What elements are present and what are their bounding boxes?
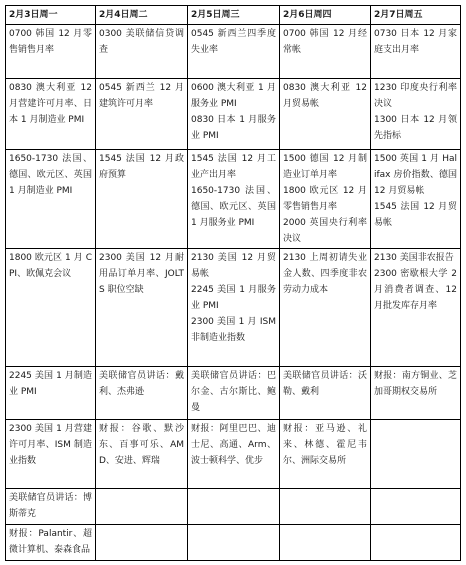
day-header-wed: 2月5日周三	[188, 6, 280, 25]
event-entry: 0300 美联储信贷调查	[99, 29, 184, 55]
calendar-row	[6, 150, 461, 249]
calendar-row	[6, 489, 461, 525]
calendar-row	[6, 249, 461, 367]
event-entry: 2300 美国 1 月 ISM 非制造业指数	[191, 317, 276, 343]
event-entry: 1230 印度央行利率决议	[374, 83, 457, 109]
calendar-cell-fri	[371, 489, 461, 525]
day-header-tue: 2月4日周二	[96, 6, 188, 25]
calendar-cell-wed	[188, 150, 280, 249]
calendar-cell-tue	[96, 420, 188, 489]
calendar-cell-tue	[96, 367, 188, 420]
calendar-cell-mon	[6, 25, 96, 79]
event-entry: 2245 美国 1 月制造业 PMI	[9, 371, 92, 397]
event-entry: 1650-1730 法国、德国、欧元区、英国 1 月制造业 PMI	[9, 154, 92, 196]
event-entry: 财报：谷歌、默沙东、百事可乐、AMD、安进、辉瑞	[99, 424, 184, 466]
event-entry: 2130 上周初请失业金人数、四季度非农劳动力成本	[283, 253, 367, 295]
calendar-cell-wed	[188, 79, 280, 150]
event-entry: 2300 密歇根大学 2 月消费者调查、12 月批发库存月率	[374, 269, 457, 311]
calendar-cell-wed	[188, 489, 280, 525]
calendar-cell-wed	[188, 367, 280, 420]
event-entry: 1500 英国 1 月 Halifax 房价指数、德国 12 月贸易帐	[374, 154, 457, 196]
event-entry: 1800 欧元区 1 月 CPI、欧佩克会议	[9, 253, 92, 279]
event-entry: 1500 德国 12 月制造业订单月率	[283, 154, 367, 180]
calendar-cell-tue	[96, 489, 188, 525]
header-row	[6, 6, 461, 25]
event-entry: 0545 新西兰四季度失业率	[191, 29, 276, 55]
event-entry: 1545 法国 12 月政府预算	[99, 154, 184, 180]
calendar-container	[5, 5, 461, 561]
event-entry: 美联储官员讲话：戴利、杰弗逊	[99, 371, 184, 397]
calendar-cell-tue	[96, 249, 188, 367]
calendar-row	[6, 25, 461, 79]
event-entry: 0700 韩国 12 月零售销售月率	[9, 29, 92, 55]
calendar-cell-tue	[96, 525, 188, 561]
event-entry: 美联储官员讲话：博斯蒂克	[9, 493, 92, 519]
calendar-cell-wed	[188, 249, 280, 367]
event-entry: 美联储官员讲话：沃勒、戴利	[283, 371, 367, 397]
calendar-row	[6, 525, 461, 561]
calendar-cell-mon	[6, 525, 96, 561]
event-entry: 财报：阿里巴巴、迪士尼、高通、Arm、波士顿科学、优步	[191, 424, 276, 466]
calendar-cell-mon	[6, 489, 96, 525]
event-entry: 1650-1730 法国、德国、欧元区、英国 1 月服务业 PMI	[191, 186, 276, 228]
event-entry: 0600 澳大利亚 1 月服务业 PMI	[191, 83, 276, 109]
event-entry: 2245 美国 1 月服务业 PMI	[191, 285, 276, 311]
calendar-row	[6, 367, 461, 420]
calendar-cell-thu	[280, 249, 371, 367]
calendar-cell-fri	[371, 525, 461, 561]
calendar-cell-thu	[280, 150, 371, 249]
calendar-cell-mon	[6, 420, 96, 489]
calendar-body	[6, 25, 461, 561]
calendar-cell-fri	[371, 79, 461, 150]
event-entry: 1300 日本 12 月领先指标	[374, 115, 457, 141]
calendar-cell-thu	[280, 420, 371, 489]
event-entry: 0545 新西兰 12 月建筑许可月率	[99, 83, 184, 109]
event-entry: 财报：南方铜业、芝加哥期权交易所	[374, 371, 457, 397]
calendar-cell-fri	[371, 420, 461, 489]
calendar-row	[6, 79, 461, 150]
calendar-cell-mon	[6, 367, 96, 420]
event-entry: 财报：Palantir、超微计算机、泰森食品	[9, 529, 92, 555]
economic-calendar-table	[5, 5, 461, 561]
calendar-cell-fri	[371, 367, 461, 420]
calendar-cell-tue	[96, 79, 188, 150]
event-entry: 0700 韩国 12 月经常帐	[283, 29, 367, 55]
calendar-cell-thu	[280, 525, 371, 561]
day-header-thu: 2月6日周四	[280, 6, 371, 25]
calendar-cell-mon	[6, 249, 96, 367]
calendar-cell-mon	[6, 79, 96, 150]
day-header-fri: 2月7日周五	[371, 6, 461, 25]
event-entry: 0830 日本 1 月服务业 PMI	[191, 115, 276, 141]
calendar-cell-thu	[280, 25, 371, 79]
calendar-row	[6, 420, 461, 489]
calendar-cell-tue	[96, 25, 188, 79]
event-entry: 0830 澳大利亚 12 月营建许可月率、日本 1 月制造业 PMI	[9, 83, 92, 125]
event-entry: 2300 美国 1 月营建许可月率、ISM 制造业指数	[9, 424, 92, 466]
calendar-cell-mon	[6, 150, 96, 249]
calendar-cell-fri	[371, 249, 461, 367]
event-entry: 美联储官员讲话：巴尔金、古尔斯比、鲍曼	[191, 371, 276, 413]
day-header-mon: 2月3日周一	[6, 6, 96, 25]
event-entry: 1545 法国 12 月工业产出月率	[191, 154, 276, 180]
event-entry: 0830 澳大利亚 12 月贸易帐	[283, 83, 367, 109]
calendar-cell-wed	[188, 420, 280, 489]
event-entry: 2300 美国 12 月耐用品订单月率、JOLTS 职位空缺	[99, 253, 184, 295]
event-entry: 2130 美国非农报告	[374, 253, 454, 263]
event-entry: 2000 英国央行利率决议	[283, 218, 367, 244]
event-entry: 1545 法国 12 月贸易帐	[374, 202, 457, 228]
event-entry: 1800 欧元区 12 月零售销售月率	[283, 186, 367, 212]
calendar-cell-wed	[188, 25, 280, 79]
event-entry: 2130 美国 12 月贸易帐	[191, 253, 276, 279]
calendar-cell-thu	[280, 489, 371, 525]
calendar-cell-wed	[188, 525, 280, 561]
event-entry: 财报：亚马逊、礼来、林德、霍尼韦尔、洲际交易所	[283, 424, 367, 466]
calendar-cell-fri	[371, 25, 461, 79]
event-entry: 0730 日本 12 月家庭支出月率	[374, 29, 457, 55]
calendar-cell-thu	[280, 367, 371, 420]
calendar-cell-thu	[280, 79, 371, 150]
calendar-cell-fri	[371, 150, 461, 249]
calendar-cell-tue	[96, 150, 188, 249]
